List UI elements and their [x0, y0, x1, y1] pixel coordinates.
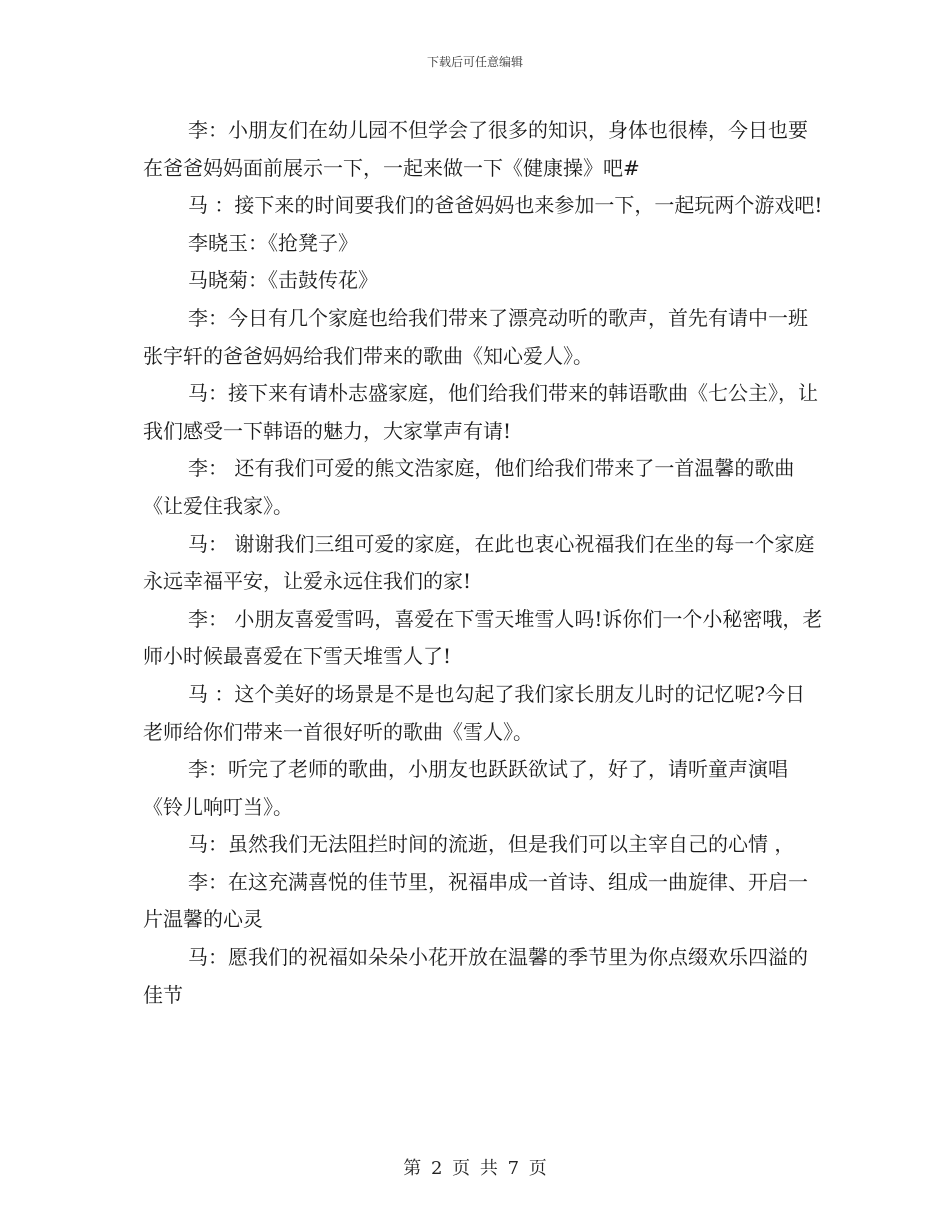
- paragraph-2: 马 ：接下来的时间要我们的爸爸妈妈也来参加一下，一起玩两个游戏吧!: [188, 193, 823, 218]
- paragraph-11: 李：听完了老师的歌曲，小朋友也跃跃欲试了，好了，请听童声演唱《铃儿响叮当》。: [143, 757, 788, 819]
- paragraph-8: 马： 谢谢我们三组可爱的家庭，在此也衷心祝福我们在坐的每一个家庭永远幸福平安，让爱永远住我们的家!: [143, 531, 815, 594]
- page-number: 第 2 页 共 7 页: [403, 1158, 547, 1179]
- paragraph-6: 马：接下来有请朴志盛家庭，他们给我们带来的韩语歌曲《七公主》，让我们感受一下韩语的魅力，大家掌声有请!: [143, 381, 818, 443]
- paragraph-1: 李：小朋友们在幼儿园不但学会了很多的知识，身体也很棒，今日也要在爸爸妈妈面前展示一下，一起来做一下《健康操》吧#: [143, 118, 808, 180]
- paragraph-4: 马晓菊：《击鼓传花》: [188, 268, 378, 293]
- paragraph-3: 李晓玉：《抢凳子》: [188, 230, 358, 255]
- page-header: 下载后可任意编辑: [426, 55, 523, 69]
- paragraph-13: 李：在这充满喜悦的佳节里，祝福串成一首诗、组成一曲旋律、开启一片温馨的心灵: [143, 869, 808, 932]
- paragraph-10: 马 ：这个美好的场景是不是也勾起了我们家长朋友儿时的记忆呢?今日老师给你们带来一首很好听的歌曲《雪人》。: [143, 681, 806, 744]
- paragraph-5: 李：今日有几个家庭也给我们带来了漂亮动听的歌声，首先有请中一班张宇轩的爸爸妈妈给我们带来的歌曲《知心爱人》。: [143, 305, 808, 368]
- document-body: [143, 112, 823, 1014]
- paragraph-14: 马：愿我们的祝福如朵朵小花开放在温馨的季节里为你点缀欢乐四溢的佳节: [143, 945, 808, 1007]
- paragraph-12: 马：虽然我们无法阻拦时间的流逝，但是我们可以主宰自己的心情 ，: [188, 832, 795, 857]
- paragraph-7: 李： 还有我们可爱的熊文浩家庭，他们给我们带来了一首温馨的歌曲《让爱住我家》。: [143, 456, 795, 518]
- paragraph-9: 李： 小朋友喜爱雪吗，喜爱在下雪天堆雪人吗!诉你们一个小秘密哦，老师小时候最喜爱在下雪天堆雪人了!: [143, 606, 823, 669]
